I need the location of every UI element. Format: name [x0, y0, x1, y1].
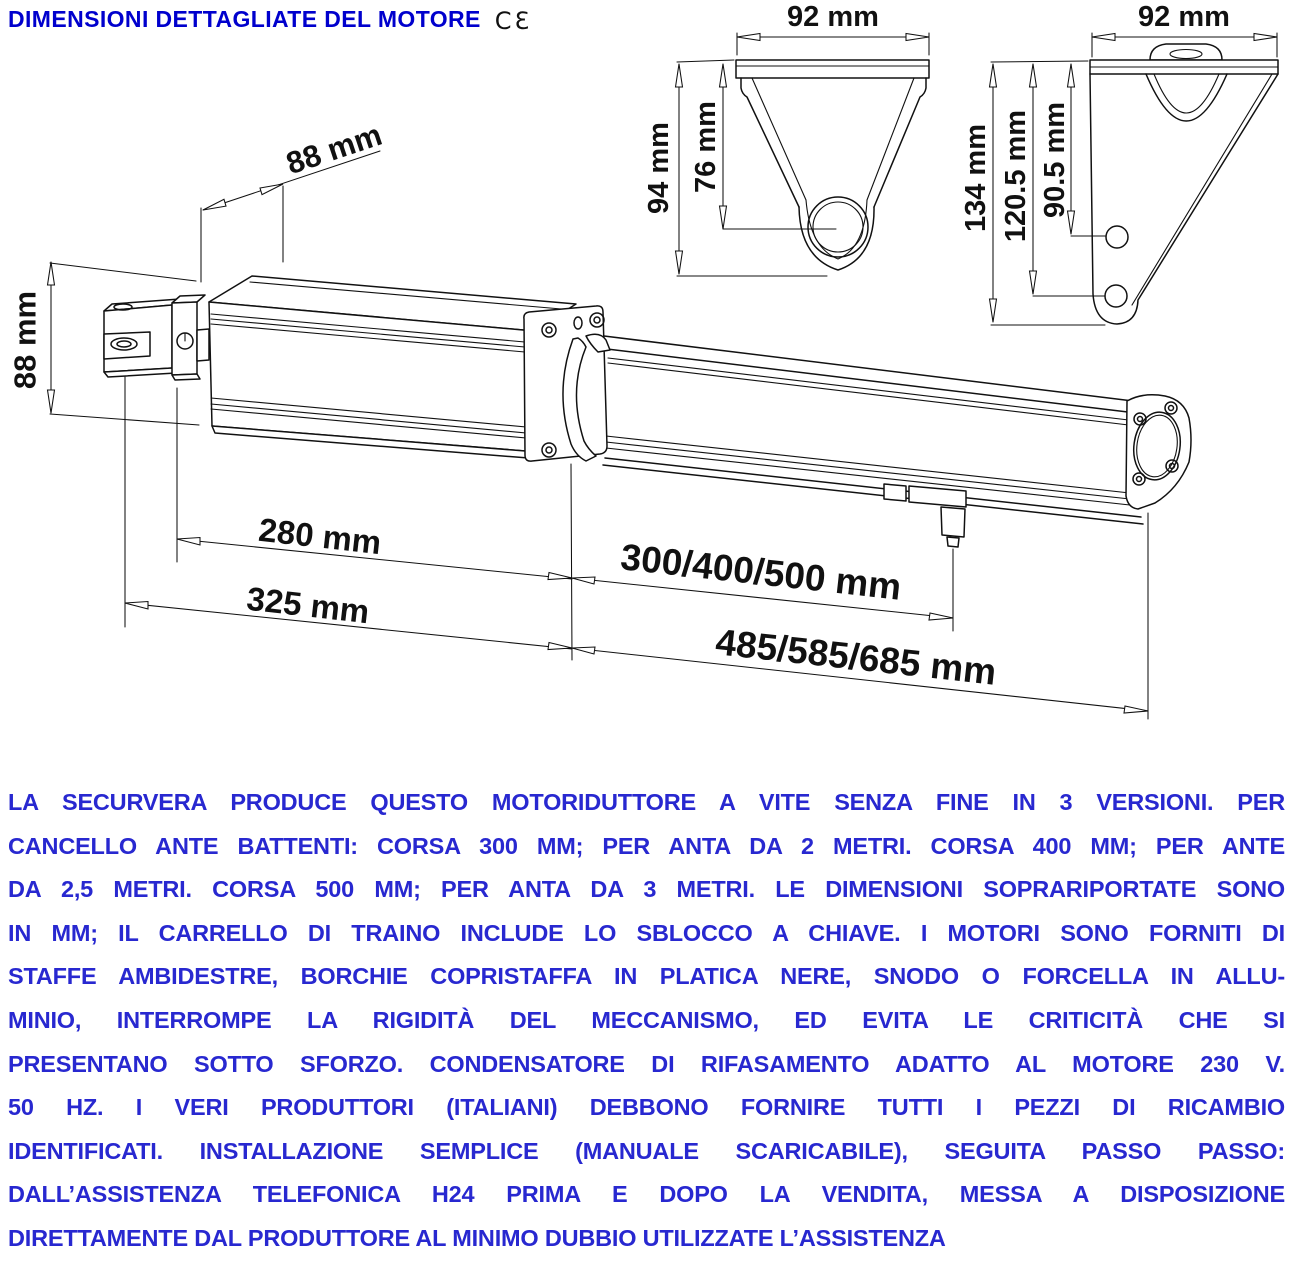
fork-end	[104, 299, 180, 377]
dim-label-bracket-rear-hole-upper: 90.5 mm	[1039, 101, 1071, 219]
description-line: IDENTIFICATI. INSTALLAZIONE SEMPLICE (MANUALE SCARICABILE), SEGUITA PASSO PASSO:	[8, 1137, 1285, 1164]
description-line: DIRETTAMENTE DAL PRODUTTORE AL MINIMO DUBBIO UTILIZZATE L’ASSISTENZA	[8, 1224, 946, 1251]
page-title: DIMENSIONI DETTAGLIATE DEL MOTORE	[8, 6, 481, 32]
description-line: DA 2,5 METRI. CORSA 500 MM; PER ANTA DA 3 METRI. LE DIMENSIONI SOPRARIPORTATE SONO	[8, 876, 1285, 903]
description-line: MINIO, INTERROMPE LA RIGIDITÀ DEL MECCANISMO, ED EVITA LE CRITICITÀ CHE SI	[8, 1006, 1285, 1033]
description-text	[8, 781, 1285, 1261]
bracket-front-drawing	[736, 60, 929, 270]
description-line: PRESENTANO SOTTO SFORZO. CONDENSATORE DI RIFASAMENTO ADATTO AL MOTORE 230 V.	[8, 1050, 1285, 1077]
dim-label-stroke: 300/400/500 mm	[618, 536, 904, 608]
motor-body	[209, 276, 576, 459]
bracket-rear-dimensions	[990, 33, 1278, 325]
header	[8, 6, 532, 35]
dim-label-total: 485/585/685 mm	[713, 621, 999, 693]
flange	[524, 306, 610, 461]
dim-label-88-left: 88 mm	[7, 290, 43, 390]
description-line: IN MM; IL CARRELLO DI TRAINO INCLUDE LO SBLOCCO A CHIAVE. I MOTORI SONO FORNITI DI	[8, 919, 1285, 946]
dim-label-bracket-front-hole: 76 mm	[690, 101, 722, 193]
description-line: LA SECURVERA PRODUCE QUESTO MOTORIDUTTORE A VITE SENZA FINE IN 3 VERSIONI. PER	[8, 789, 1285, 815]
ce-mark-icon: CƐ	[494, 7, 533, 35]
fork-plate	[172, 295, 209, 380]
description-line: 50 HZ. I VERI PRODUTTORI (ITALIANI) DEBBONO FORNIRE TUTTI I PEZZI DI RICAMBIO	[8, 1094, 1285, 1121]
dim-label-280: 280 mm	[256, 510, 384, 562]
dim-label-bracket-front-width: 92 mm	[787, 1, 879, 33]
description-line: DALL’ASSISTENZA TELEFONICA H24 PRIMA E DOPO LA VENDITA, MESSA A DISPOSIZIONE	[8, 1181, 1285, 1208]
mounting-stud	[884, 484, 966, 547]
actuator-drawing	[104, 276, 1191, 547]
end-cap	[1126, 395, 1191, 509]
bracket-rear-drawing	[1090, 44, 1278, 324]
dim-label-88-top: 88 mm	[281, 116, 387, 182]
dim-label-bracket-rear-width: 92 mm	[1138, 1, 1230, 33]
dim-label-bracket-rear-hole-lower: 120.5 mm	[1000, 109, 1032, 243]
dim-label-bracket-rear-height: 134 mm	[960, 123, 992, 233]
description-line: CANCELLO ANTE BATTENTI: CORSA 300 MM; PER ANTA DA 2 METRI. CORSA 400 MM; PER ANTE	[8, 832, 1285, 859]
description-line: STAFFE AMBIDESTRE, BORCHIE COPRISTAFFA IN PLATICA NERE, SNODO O FORCELLA IN ALLU-	[8, 963, 1285, 990]
dim-label-bracket-front-height: 94 mm	[643, 122, 675, 214]
dim-label-325: 325 mm	[244, 579, 372, 631]
rail-beam	[603, 336, 1143, 524]
